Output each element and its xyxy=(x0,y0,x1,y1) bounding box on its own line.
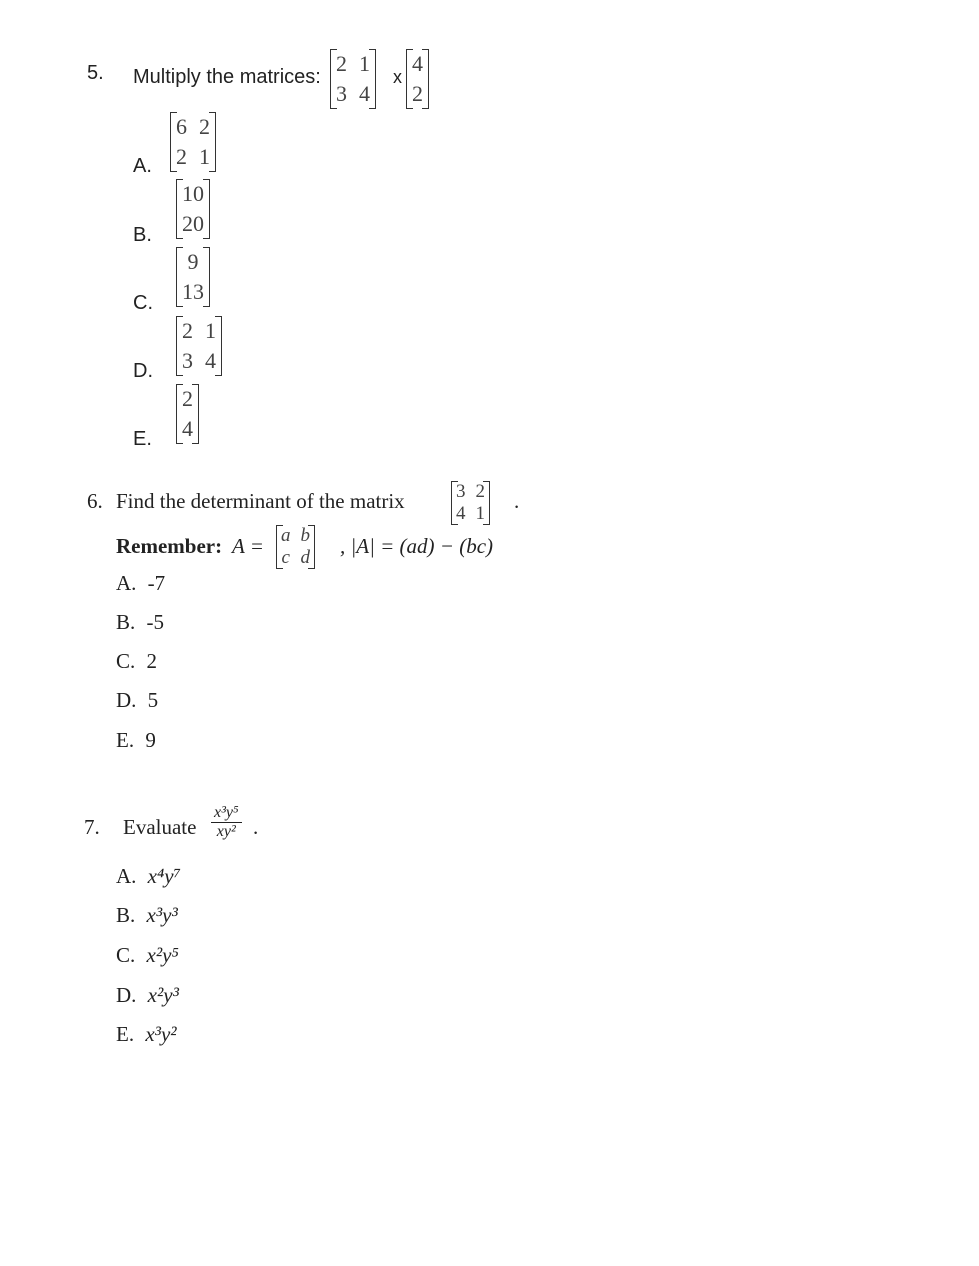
option-matrix: 10 20 xyxy=(176,179,210,239)
option-letter: C. xyxy=(116,943,136,967)
option-letter: D. xyxy=(116,983,137,1007)
option-c[interactable] xyxy=(116,943,179,968)
option-letter: A. xyxy=(116,864,137,888)
times-sign: x xyxy=(393,67,402,87)
option-letter: A. xyxy=(116,571,137,595)
option-d[interactable] xyxy=(116,983,179,1008)
option-letter: E. xyxy=(133,428,152,450)
option-letter: D. xyxy=(133,360,153,382)
option-d[interactable] xyxy=(116,688,158,713)
option-matrix: 9 13 xyxy=(176,247,210,307)
option-value: x⁴y⁷ xyxy=(147,864,181,888)
fraction xyxy=(211,804,242,841)
option-letter: C. xyxy=(133,292,153,314)
option-letter: D. xyxy=(116,688,137,712)
determinant-matrix: 3 2 4 1 xyxy=(451,481,490,525)
matrix-b: 4 2 xyxy=(406,49,429,109)
question-number: 5. xyxy=(87,62,104,84)
option-value: 2 xyxy=(146,649,158,673)
period: . xyxy=(514,489,520,513)
remember-lhs: A = xyxy=(232,534,264,558)
question-prompt: Find the determinant of the matrix xyxy=(116,489,405,513)
remember-rhs: , |A| = (ad) − (bc) xyxy=(340,534,494,558)
option-value: x²y⁵ xyxy=(146,943,179,967)
option-value: -5 xyxy=(146,610,165,634)
option-letter: B. xyxy=(116,903,136,927)
option-letter: B. xyxy=(116,610,136,634)
option-b[interactable] xyxy=(116,903,178,928)
option-matrix: 2 4 xyxy=(176,384,199,444)
option-letter: B. xyxy=(133,224,152,246)
option-e[interactable] xyxy=(116,728,156,753)
period: . xyxy=(253,815,259,839)
question-prompt: Multiply the matrices: xyxy=(133,66,321,88)
matrix-a: 2 1 3 4 xyxy=(330,49,376,109)
option-value: x²y³ xyxy=(147,983,179,1007)
question-number: 7. xyxy=(84,815,100,839)
fraction-denominator: xy² xyxy=(216,823,236,840)
option-letter: A. xyxy=(133,155,152,177)
option-letter: E. xyxy=(116,728,135,752)
option-value: x³y² xyxy=(145,1022,177,1046)
option-a[interactable] xyxy=(116,571,165,596)
option-value: x³y³ xyxy=(146,903,178,927)
option-letter: C. xyxy=(116,649,136,673)
option-e[interactable] xyxy=(116,1022,177,1047)
option-a[interactable] xyxy=(116,864,181,889)
fraction-numerator: x³y⁵ xyxy=(211,804,242,823)
remember-matrix: a b c d xyxy=(276,525,315,569)
option-b[interactable] xyxy=(116,610,164,635)
option-value: 9 xyxy=(145,728,156,752)
option-matrix: 6 2 2 1 xyxy=(170,112,216,172)
option-value: -7 xyxy=(147,571,166,595)
question-prompt: Evaluate xyxy=(123,815,197,839)
option-letter: E. xyxy=(116,1022,135,1046)
option-c[interactable] xyxy=(116,649,157,674)
remember-label: Remember: xyxy=(116,534,223,558)
option-matrix: 2 1 3 4 xyxy=(176,316,222,376)
option-value: 5 xyxy=(147,688,159,712)
question-number: 6. xyxy=(87,489,103,513)
